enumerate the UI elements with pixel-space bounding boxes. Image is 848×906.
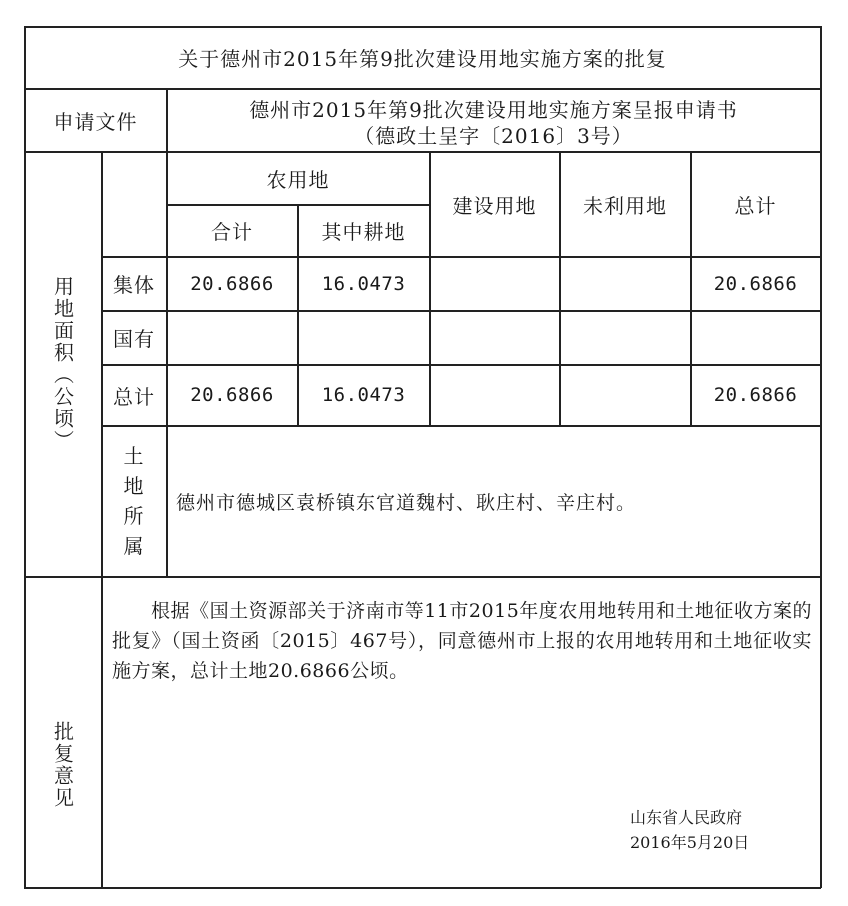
cell-collective-subtotal: 20.6866: [190, 272, 274, 295]
application-doc-number: （德政土呈字〔2016〕3号）: [354, 124, 633, 148]
cell-state-cultivated: [298, 311, 429, 364]
rule: [24, 576, 821, 578]
cell-collective-construction: [430, 257, 559, 310]
ownership-value: 德州市德城区袁桥镇东官道魏村、耿庄村、辛庄村。: [176, 491, 637, 514]
document-title: 关于德州市2015年第9批次建设用地实施方案的批复: [178, 47, 667, 71]
application-label: 申请文件: [53, 109, 138, 134]
approval-text: 根据《国土资源部关于济南市等11市2015年度农用地转用和土地征收方案的批复》（国土资函〔2015〕467号），同意德州市上报的农用地转用和土地征收实施方案，总计土地20.6866公顷。: [112, 600, 812, 682]
approval-date: 2016年5月20日: [630, 833, 750, 852]
approval-authority: 山东省人民政府: [630, 808, 743, 827]
area-section-label: 用地面积（公顷）: [50, 276, 75, 452]
cell-state-total: [691, 311, 820, 364]
approval-label: 批复意见: [50, 721, 75, 809]
header-unused: 未利用地: [583, 193, 667, 218]
header-subtotal: 合计: [211, 220, 253, 244]
application-doc-name: 德州市2015年第9批次建设用地实施方案呈报申请书: [249, 98, 738, 122]
cell-total-construction: [430, 365, 559, 425]
header-agricultural: 农用地: [266, 167, 330, 192]
cell-state-unused: [560, 311, 690, 364]
rule: [24, 887, 821, 889]
row-label-total: 总计: [113, 384, 155, 409]
rule: [820, 26, 822, 888]
cell-collective-total: 20.6866: [713, 272, 798, 295]
header-cultivated: 其中耕地: [321, 220, 406, 244]
cell-total-subtotal: 20.6866: [190, 384, 274, 406]
cell-total-total: 20.6866: [713, 384, 798, 406]
header-total: 总计: [734, 193, 777, 218]
cell-collective-cultivated: 16.0473: [321, 272, 406, 295]
header-construction: 建设用地: [452, 193, 537, 218]
cell-total-cultivated: 16.0473: [321, 384, 406, 406]
ownership-label: [102, 426, 166, 576]
cell-total-unused: [560, 365, 690, 425]
row-label-collective: 集体: [113, 273, 155, 297]
cell-collective-unused: [560, 257, 690, 310]
cell-state-construction: [430, 311, 559, 364]
cell-state-subtotal: [167, 311, 297, 364]
row-label-state: 国有: [113, 327, 155, 351]
ownership-label-text: 土地所属: [123, 444, 145, 558]
